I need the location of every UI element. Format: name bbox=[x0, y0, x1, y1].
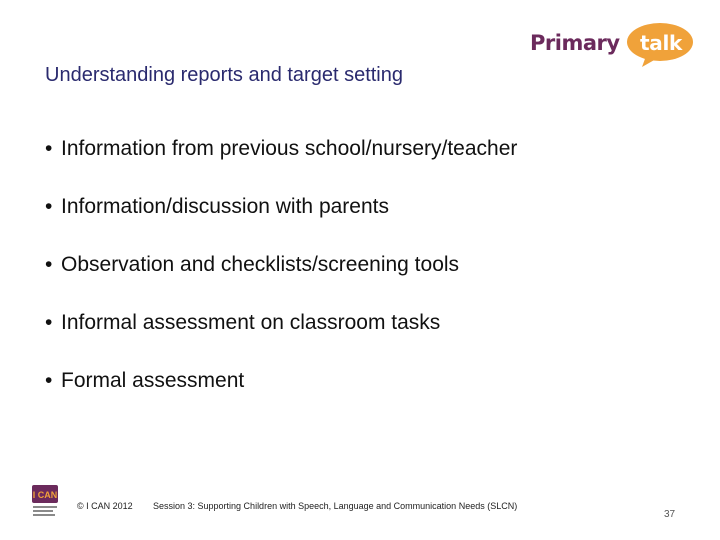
bullet-item bbox=[45, 194, 517, 252]
bullet-list bbox=[45, 136, 517, 426]
bullet-marker: • bbox=[45, 253, 53, 276]
page-number: 37 bbox=[664, 509, 676, 520]
bullet-text: Observation and checklists/screening tools bbox=[61, 253, 460, 276]
logo-primary-text: Primary bbox=[530, 31, 620, 55]
svg-text:I CAN: I CAN bbox=[32, 490, 58, 500]
i-can-logo bbox=[30, 484, 60, 520]
bullet-marker: • bbox=[45, 311, 53, 334]
slide-title: Understanding reports and target setting bbox=[45, 64, 403, 86]
bullet-marker: • bbox=[45, 195, 53, 218]
bullet-text: Information from previous school/nursery/teacher bbox=[61, 137, 518, 160]
primary-talk-logo bbox=[530, 22, 696, 68]
footer-copyright: © I CAN 2012 bbox=[77, 501, 133, 511]
logo-talk-text: talk bbox=[640, 31, 683, 55]
bullet-item bbox=[45, 252, 517, 310]
bullet-marker: • bbox=[45, 369, 53, 392]
bullet-text: Informal assessment on classroom tasks bbox=[61, 311, 441, 334]
bullet-text: Information/discussion with parents bbox=[61, 195, 389, 218]
bullet-marker: • bbox=[45, 137, 53, 160]
bullet-item bbox=[45, 310, 517, 368]
bullet-item bbox=[45, 368, 517, 426]
bullet-item bbox=[45, 136, 517, 194]
footer-session-title: Session 3: Supporting Children with Speech, Language and Communication Needs (SLCN) bbox=[153, 501, 518, 511]
bullet-text: Formal assessment bbox=[61, 369, 245, 392]
